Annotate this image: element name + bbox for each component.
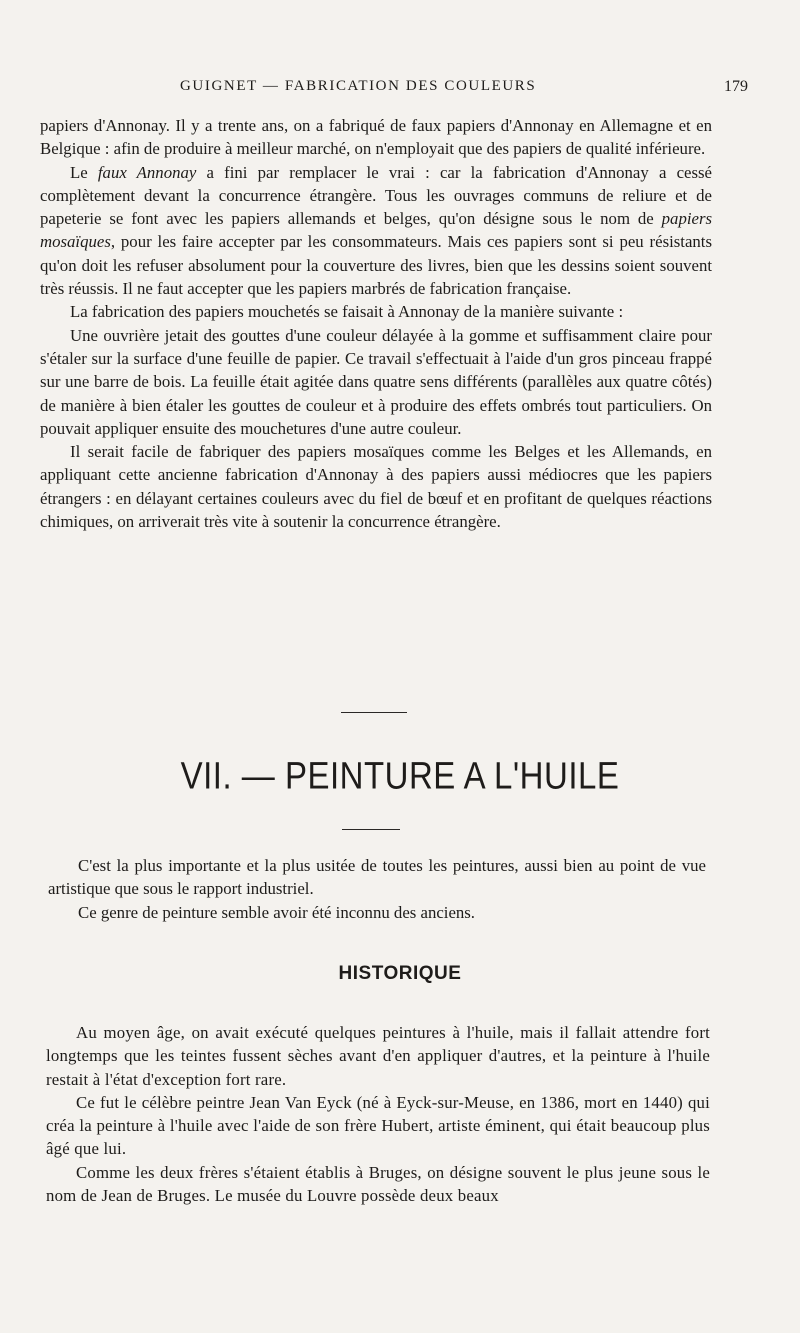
paragraph: La fabrication des papiers mouchetés se faisait à Annonay de la manière suivante : [70,302,624,322]
body-text-top [40,114,712,533]
paragraph: Une ouvrière jetait des gouttes d'une couleur délayée à la gomme et suffisamment claire pour s'étaler sur la surface d'une feuille de papier. Ce travail s'effectuait à l'aide d'un gros pinceau frappé sur une barre de bois. La feuille était agitée dans quatre sens différents (parallèles aux quatre côtés) de manière à bien étaler les gouttes de couleur et à produire des effets ombrés tout particuliers. On pouvait appliquer ensuite des mouchetures d'une autre couleur. [40,325,712,438]
section-intro [48,854,706,924]
paragraph: C'est la plus importante et la plus usitée de toutes les peintures, aussi bien au point de vue artistique que sous le rapport industriel. [48,856,706,899]
paragraph [40,161,712,301]
text-run: Le [70,162,98,182]
title-underline [342,829,400,830]
text-run: , pour les faire accepter par les consommateurs. Mais ces papiers sont si peu résistants qu'on doit les refuser absolument pour la couverture des livres, bien que les dessins soient souvent très réussis. Il ne faut accepter que les papiers marbrés de fabrication française. [40,232,712,299]
page-number: 179 [724,78,748,95]
running-title: GUIGNET — FABRICATION DES COULEURS [180,78,537,94]
italic-term: papiers mosaïques [40,209,712,252]
paragraph: Ce genre de peinture semble avoir été inconnu des anciens. [78,902,476,922]
italic-term: faux Annonay [97,162,197,182]
subsection-title: HISTORIQUE [338,963,462,984]
paragraph: Ce fut le célèbre peintre Jean Van Eyck (né à Eyck-sur-Meuse, en 1386, mort en 1440) qui créa la peinture à l'huile avec l'aide de son frère Hubert, artiste éminent, qui était beaucoup plus âgé que lui. [46,1092,710,1159]
paragraph: Au moyen âge, on avait exécuté quelques peintures à l'huile, mais il fallait attendre fort longtemps que les teintes fussent sèches avant d'en appliquer d'autres, et la peinture à l'huile restait à l'état d'exception fort rare. [46,1023,710,1089]
section-divider [341,712,407,713]
section-title: VII. — PEINTURE A L'HUILE [180,754,620,797]
paragraph: Il serait facile de fabriquer des papiers mosaïques comme les Belges et les Allemands, en appliquant cette ancienne fabrication d'Annonay à des papiers aussi médiocres que les papiers étrangers : en délayant certaines couleurs avec du fiel de bœuf et en profitant de quelques réactions chimiques, on arriverait très vite à soutenir la concurrence étrangère. [40,442,712,532]
paragraph: papiers d'Annonay. Il y a trente ans, on a fabriqué de faux papiers d'Annonay en Allemagne et en Belgique : afin de produire à meilleur marché, on n'employait que des papiers de qualité inférieure. [40,116,712,159]
body-text-historique [46,1021,710,1207]
text-run: a fini par remplacer le vrai : car la fabrication d'Annonay a cessé complètement devant la concurrence étrangère. Tous les ouvrages communs de reliure et de papeterie se font avec les papiers allemands et belges, qu'on désigne sous le nom de [40,162,712,229]
paragraph: Comme les deux frères s'étaient établis à Bruges, on désigne souvent le plus jeune sous le nom de Jean de Bruges. Le musée du Louvre possède deux beaux [46,1162,710,1206]
